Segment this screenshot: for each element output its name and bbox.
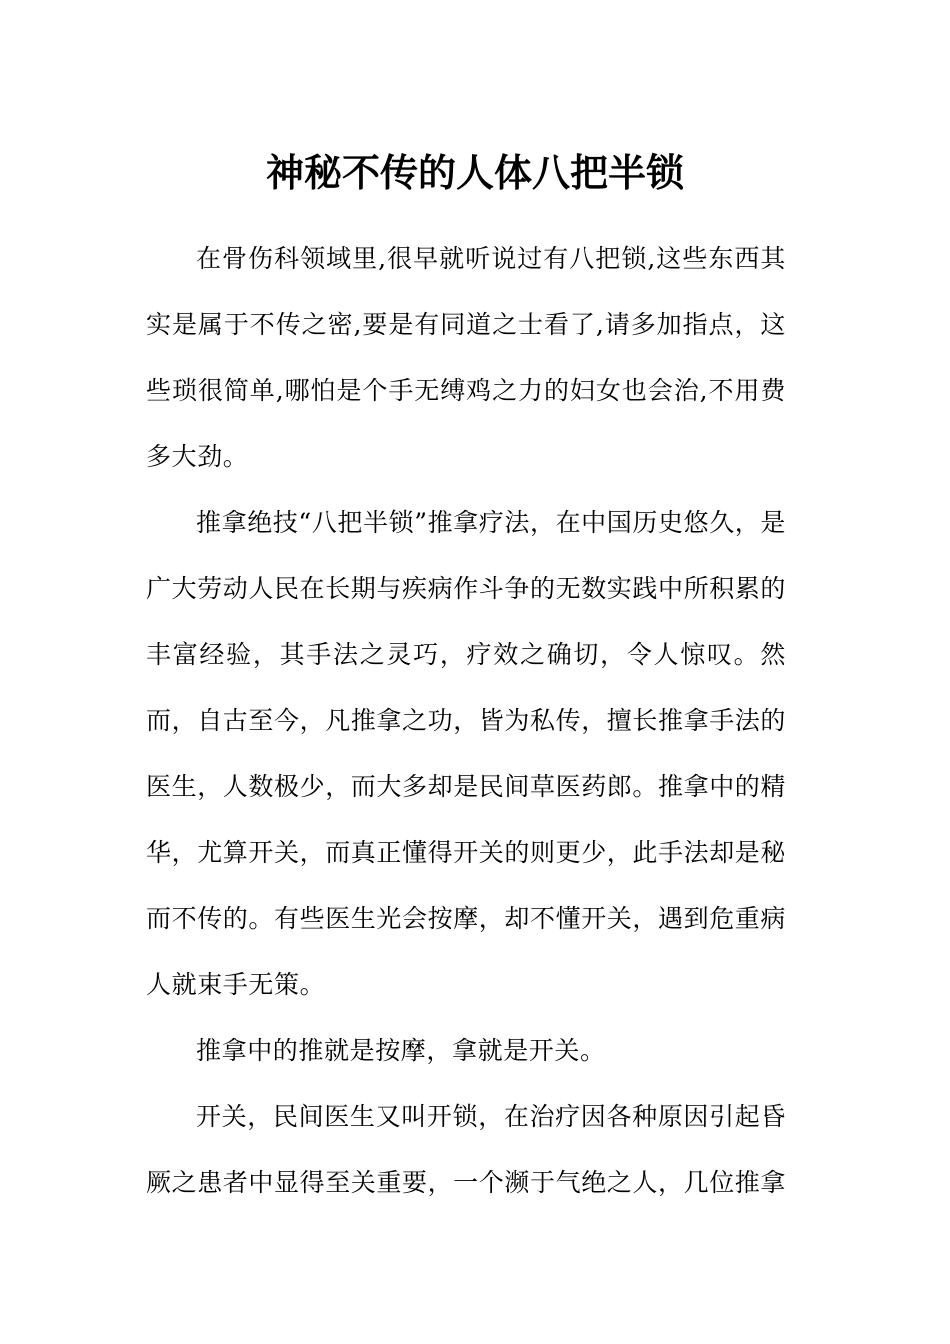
paragraph-4: 开关，民间医生又叫开锁，在治疗因各种原因引起昏厥之患者中显得至关重要，一个濒于气绝之人，几位推拿 — [146, 1102, 787, 1197]
paragraph-1: 在骨伤科领域里,很早就听说过有八把锁,这些东西其实是属于不传之密,要是有同道之士看了,请多加指点，这些琐很简单,哪怕是个手无缚鸡之力的妇女也会治,不用费多大劲。 — [146, 244, 786, 471]
document-body — [146, 226, 786, 1216]
document-title: 神秘不传的人体八把半锁 — [265, 150, 684, 195]
paragraph-2: 推拿绝技“八把半锁”推拿疗法，在中国历史悠久，是广大劳动人民在长期与疾病作斗争的无数实践中所积累的丰富经验，其手法之灵巧，疗效之确切，令人惊叹。然而，自古至今，凡推拿之功，皆为私传，擅长推拿手法的医生，人数极少，而大多却是民间草医药郎。推拿中的精华，尤算开关，而真正懂得开关的则更少，此手法却是秘而不传的。有些医生光会按摩，却不懂开关，遇到危重病人就束手无策。 — [146, 508, 787, 999]
paragraph-3: 推拿中的推就是按摩，拿就是开关。 — [196, 1036, 606, 1065]
